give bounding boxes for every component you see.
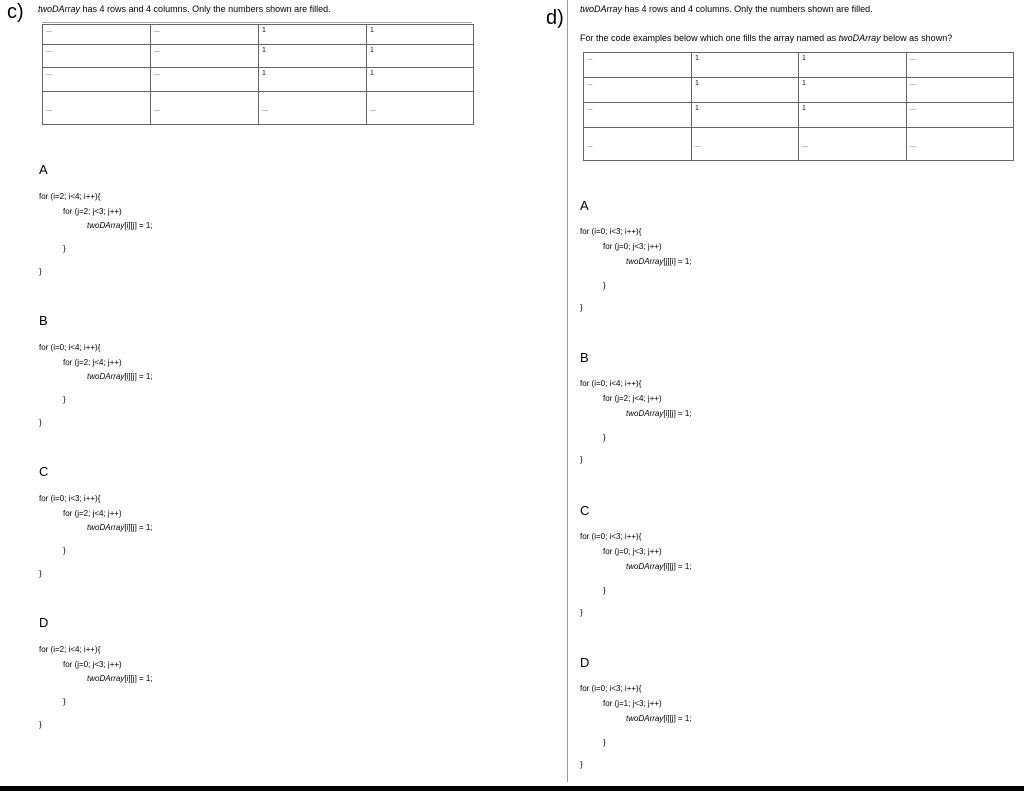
grid-cell: 1 — [692, 78, 799, 103]
code-assign: [i][j] = 1; — [663, 409, 692, 418]
panel-d-question-post: below as shown? — [880, 33, 953, 43]
code-outer-loop: for (i=0; i<3; i++){ — [580, 227, 642, 236]
code-close-outer: } — [39, 418, 42, 427]
code-var: twoDArray — [87, 674, 125, 683]
panel-d-label: d) — [546, 7, 564, 29]
grid-cell: 1 — [692, 103, 799, 128]
code-var: twoDArray — [87, 221, 125, 230]
code-assignment — [626, 714, 692, 723]
panel-d-header-var: twoDArray — [580, 4, 623, 14]
grid-row — [584, 53, 1014, 78]
code-assign: [i][j] = 1; — [124, 372, 153, 381]
panel-c-header-var: twoDArray — [38, 4, 81, 14]
grid-cell: ... — [799, 128, 907, 161]
panel-divider — [567, 0, 568, 782]
grid-cell: ... — [43, 25, 151, 45]
panel-c-header — [38, 4, 331, 14]
code-var: twoDArray — [626, 409, 664, 418]
code-assign: [i][j] = 1; — [663, 562, 692, 571]
grid-cell: ... — [692, 128, 799, 161]
panel-d-array-grid — [583, 52, 1014, 161]
code-assignment — [626, 257, 692, 266]
panel-c-cut-edge — [42, 22, 472, 23]
code-close-inner: } — [603, 738, 606, 747]
code-inner-loop: for (j=0; j<3; j++) — [63, 660, 122, 669]
code-close-inner: } — [63, 244, 66, 253]
option-letter: C — [39, 464, 49, 479]
grid-cell: 1 — [799, 103, 907, 128]
grid-cell: ... — [584, 78, 692, 103]
code-assignment — [626, 409, 692, 418]
grid-cell: 1 — [367, 45, 474, 68]
grid-row — [43, 68, 474, 92]
code-var: twoDArray — [87, 523, 125, 532]
grid-cell: ... — [43, 92, 151, 125]
code-inner-loop: for (j=2; j<4; j++) — [63, 509, 122, 518]
grid-cell: 1 — [259, 45, 367, 68]
code-close-outer: } — [580, 303, 583, 312]
panel-c-header-rest: has 4 rows and 4 columns. Only the numbers shown are filled. — [80, 4, 331, 14]
code-inner-loop: for (j=0; j<3; j++) — [603, 547, 662, 556]
code-close-outer: } — [580, 608, 583, 617]
code-close-inner: } — [63, 546, 66, 555]
panel-d-question-pre: For the code examples below which one fills the array named as — [580, 33, 839, 43]
grid-cell: ... — [907, 78, 1014, 103]
grid-row — [43, 25, 474, 45]
code-inner-loop: for (j=2; j<4; j++) — [63, 358, 122, 367]
code-assignment — [87, 372, 153, 381]
grid-cell: 1 — [692, 53, 799, 78]
grid-cell: ... — [151, 68, 259, 92]
code-close-inner: } — [63, 697, 66, 706]
grid-cell: ... — [259, 92, 367, 125]
grid-cell: ... — [907, 103, 1014, 128]
panel-d-header-rest: has 4 rows and 4 columns. Only the numbers shown are filled. — [622, 4, 873, 14]
panel-d-question-var: twoDArray — [838, 33, 881, 43]
grid-row — [584, 128, 1014, 161]
code-outer-loop: for (i=0; i<4; i++){ — [39, 343, 101, 352]
panel-c-array-grid — [42, 24, 474, 125]
code-var: twoDArray — [626, 257, 664, 266]
code-close-inner: } — [63, 395, 66, 404]
code-var: twoDArray — [626, 714, 664, 723]
grid-cell: 1 — [259, 25, 367, 45]
code-assign: [i][j] = 1; — [124, 221, 153, 230]
grid-cell: 1 — [367, 25, 474, 45]
grid-cell: ... — [151, 92, 259, 125]
code-inner-loop: for (j=2; j<4; j++) — [603, 394, 662, 403]
code-close-outer: } — [580, 455, 583, 464]
grid-cell: ... — [584, 53, 692, 78]
panel-d-question — [580, 33, 952, 43]
code-assign: [i][j] = 1; — [124, 523, 153, 532]
panel-c-label: c) — [7, 1, 24, 23]
grid-cell: 1 — [259, 68, 367, 92]
grid-row — [584, 78, 1014, 103]
code-assign: [j][i] = 1; — [663, 257, 692, 266]
grid-cell: ... — [584, 103, 692, 128]
panel-d-header — [580, 4, 873, 14]
grid-cell: 1 — [367, 68, 474, 92]
option-letter: D — [580, 655, 590, 670]
code-var: twoDArray — [626, 562, 664, 571]
code-assignment — [87, 221, 153, 230]
option-letter: A — [39, 162, 48, 177]
code-outer-loop: for (i=0; i<3; i++){ — [39, 494, 101, 503]
grid-cell: 1 — [799, 78, 907, 103]
grid-cell: ... — [151, 25, 259, 45]
grid-row — [584, 103, 1014, 128]
code-close-outer: } — [39, 720, 42, 729]
option-letter: B — [39, 313, 48, 328]
code-assignment — [87, 523, 153, 532]
grid-cell: ... — [367, 92, 474, 125]
code-outer-loop: for (i=2; i<4; i++){ — [39, 192, 101, 201]
code-outer-loop: for (i=0; i<3; i++){ — [580, 684, 642, 693]
grid-row — [43, 45, 474, 68]
code-assign: [i][j] = 1; — [124, 674, 153, 683]
code-assignment — [87, 674, 153, 683]
option-letter: A — [580, 198, 589, 213]
code-close-inner: } — [603, 586, 606, 595]
bottom-rule — [0, 786, 1024, 791]
code-outer-loop: for (i=0; i<4; i++){ — [580, 379, 642, 388]
option-letter: B — [580, 350, 589, 365]
code-inner-loop: for (j=1; j<3; j++) — [603, 699, 662, 708]
grid-cell: ... — [907, 128, 1014, 161]
option-letter: D — [39, 615, 49, 630]
code-assignment — [626, 562, 692, 571]
code-var: twoDArray — [87, 372, 125, 381]
code-close-outer: } — [39, 267, 42, 276]
code-close-inner: } — [603, 281, 606, 290]
grid-cell: ... — [151, 45, 259, 68]
code-close-inner: } — [603, 433, 606, 442]
code-outer-loop: for (i=2; i<4; i++){ — [39, 645, 101, 654]
code-close-outer: } — [39, 569, 42, 578]
grid-cell: ... — [43, 68, 151, 92]
grid-cell: 1 — [799, 53, 907, 78]
option-letter: C — [580, 503, 590, 518]
code-inner-loop: for (j=0; j<3; j++) — [603, 242, 662, 251]
grid-cell: ... — [43, 45, 151, 68]
code-inner-loop: for (j=2; j<3; j++) — [63, 207, 122, 216]
code-assign: [i][j] = 1; — [663, 714, 692, 723]
code-close-outer: } — [580, 760, 583, 769]
grid-cell: ... — [907, 53, 1014, 78]
grid-row — [43, 92, 474, 125]
grid-cell: ... — [584, 128, 692, 161]
code-outer-loop: for (i=0; i<3; i++){ — [580, 532, 642, 541]
